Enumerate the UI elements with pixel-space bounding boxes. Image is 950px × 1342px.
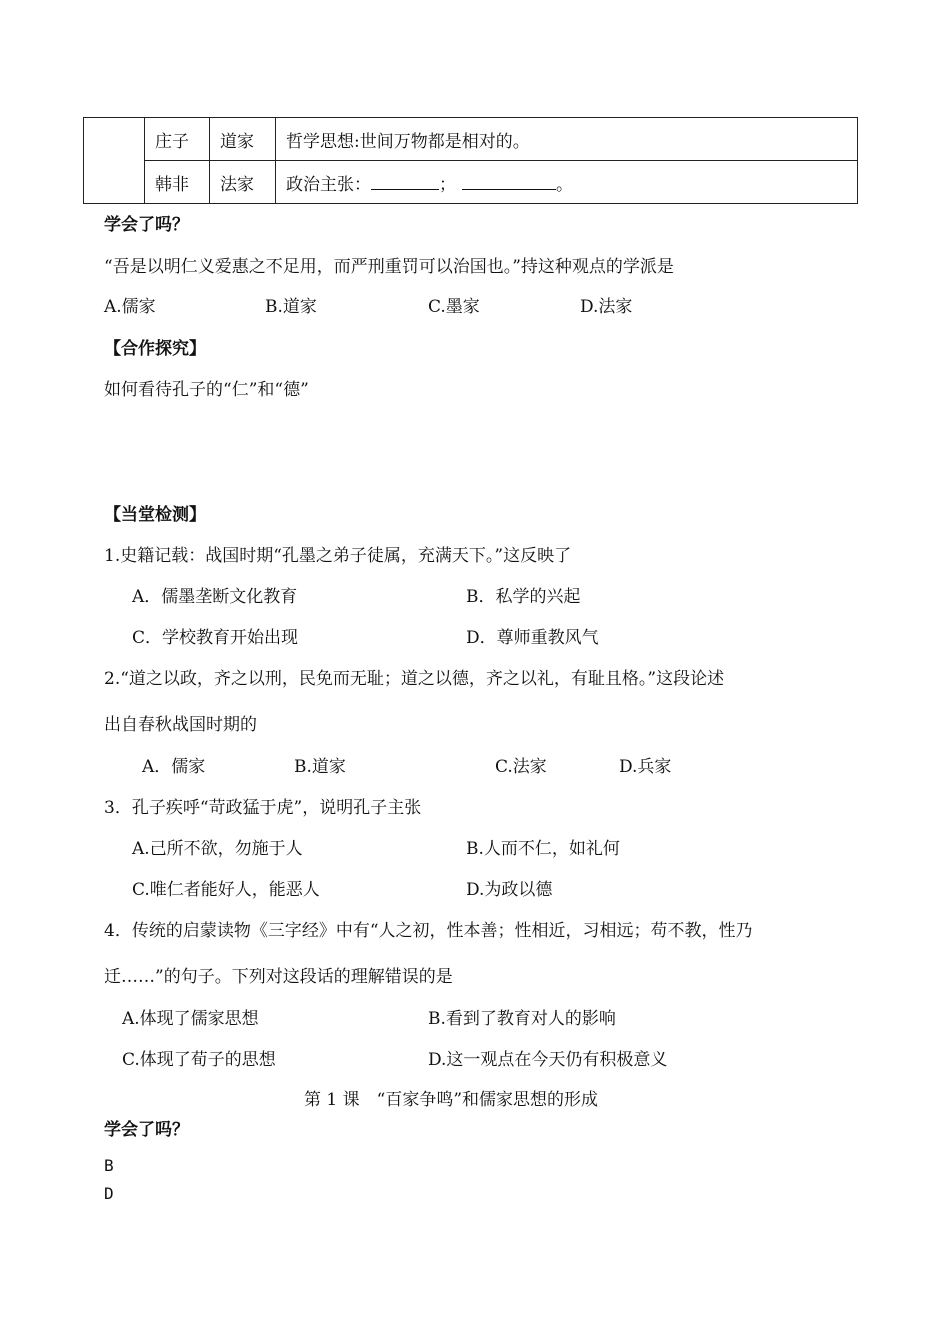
- question-3-option-a: A.己所不欲，勿施于人: [132, 839, 303, 859]
- question-4-option-c: C.体现了荀子的思想: [122, 1050, 276, 1070]
- answers-title: 第 1 课 “百家争鸣”和儒家思想的形成: [304, 1090, 599, 1110]
- question-3-option-b: B.人而不仁，如礼何: [466, 839, 620, 859]
- quiz-heading: 学会了吗？: [104, 215, 189, 235]
- question-2-option-a: A．儒家: [142, 757, 206, 777]
- quiz-option-a: A.儒家: [104, 297, 156, 317]
- table-row: [84, 118, 858, 161]
- question-2-option-d: D.兵家: [619, 757, 672, 777]
- question-2-line-2: 出自春秋战国时期的: [104, 715, 257, 735]
- question-4-line-2: 迁……”的句子。下列对这段话的理解错误的是: [104, 967, 453, 987]
- answer-blank[interactable]: [371, 175, 439, 190]
- answers-heading: 学会了吗？: [104, 1120, 189, 1140]
- answer-blank[interactable]: [462, 175, 556, 190]
- question-3-option-c: C.唯仁者能好人，能恶人: [132, 880, 320, 900]
- section-heading: 【当堂检测】: [104, 505, 206, 525]
- section-heading: 【合作探究】: [104, 339, 206, 359]
- blank-separator: ；: [439, 174, 456, 195]
- table-cell-merged: [84, 118, 145, 204]
- question-1-option-b: B．私学的兴起: [466, 587, 581, 607]
- table-cell-content: 哲学思想:世间万物都是相对的。: [276, 118, 858, 161]
- answer-item: D: [104, 1184, 114, 1203]
- quiz-question: “吾是以明仁义爱惠之不足用，而严刑重罚可以治国也。”持这种观点的学派是: [104, 257, 674, 277]
- quiz-option-c: C.墨家: [428, 297, 480, 317]
- answer-item: B: [104, 1156, 114, 1175]
- question-2-option-c: C.法家: [495, 757, 547, 777]
- table-cell-school: 道家: [210, 118, 276, 161]
- question-4-option-b: B.看到了教育对人的影响: [428, 1009, 616, 1029]
- question-4-line-1: 4．传统的启蒙读物《三字经》中有“人之初，性本善；性相近，习相远；苟不教，性乃: [104, 921, 753, 941]
- question-2-option-b: B.道家: [294, 757, 346, 777]
- question-1-option-d: D．尊师重教风气: [466, 628, 599, 648]
- question-1-option-c: C．学校教育开始出现: [132, 628, 299, 648]
- table-cell-person: 庄子: [145, 118, 210, 161]
- question-4-option-d: D.这一观点在今天仍有积极意义: [428, 1050, 668, 1070]
- question-3: 3．孔子疾呼“苛政猛于虎”，说明孔子主张: [104, 798, 422, 818]
- table-row: [84, 161, 858, 204]
- schools-table: [83, 117, 858, 204]
- blank-end: 。: [556, 174, 573, 195]
- quiz-option-d: D.法家: [580, 297, 633, 317]
- question-1-option-a: A．儒墨垄断文化教育: [132, 587, 298, 607]
- content-label: 政治主张：: [286, 174, 371, 195]
- table-cell-school: 法家: [210, 161, 276, 204]
- question-3-option-d: D.为政以德: [466, 880, 553, 900]
- inquiry-question: 如何看待孔子的“仁”和“德”: [104, 380, 309, 400]
- quiz-option-b: B.道家: [265, 297, 317, 317]
- question-2-line-1: 2.“道之以政，齐之以刑，民免而无耻；道之以德，齐之以礼，有耻且格。”这段论述: [104, 669, 725, 689]
- table-cell-content: [276, 161, 858, 204]
- question-4-option-a: A.体现了儒家思想: [122, 1009, 259, 1029]
- question-1: 1.史籍记载：战国时期“孔墨之弟子徒属，充满天下。”这反映了: [104, 546, 572, 566]
- table-cell-person: 韩非: [145, 161, 210, 204]
